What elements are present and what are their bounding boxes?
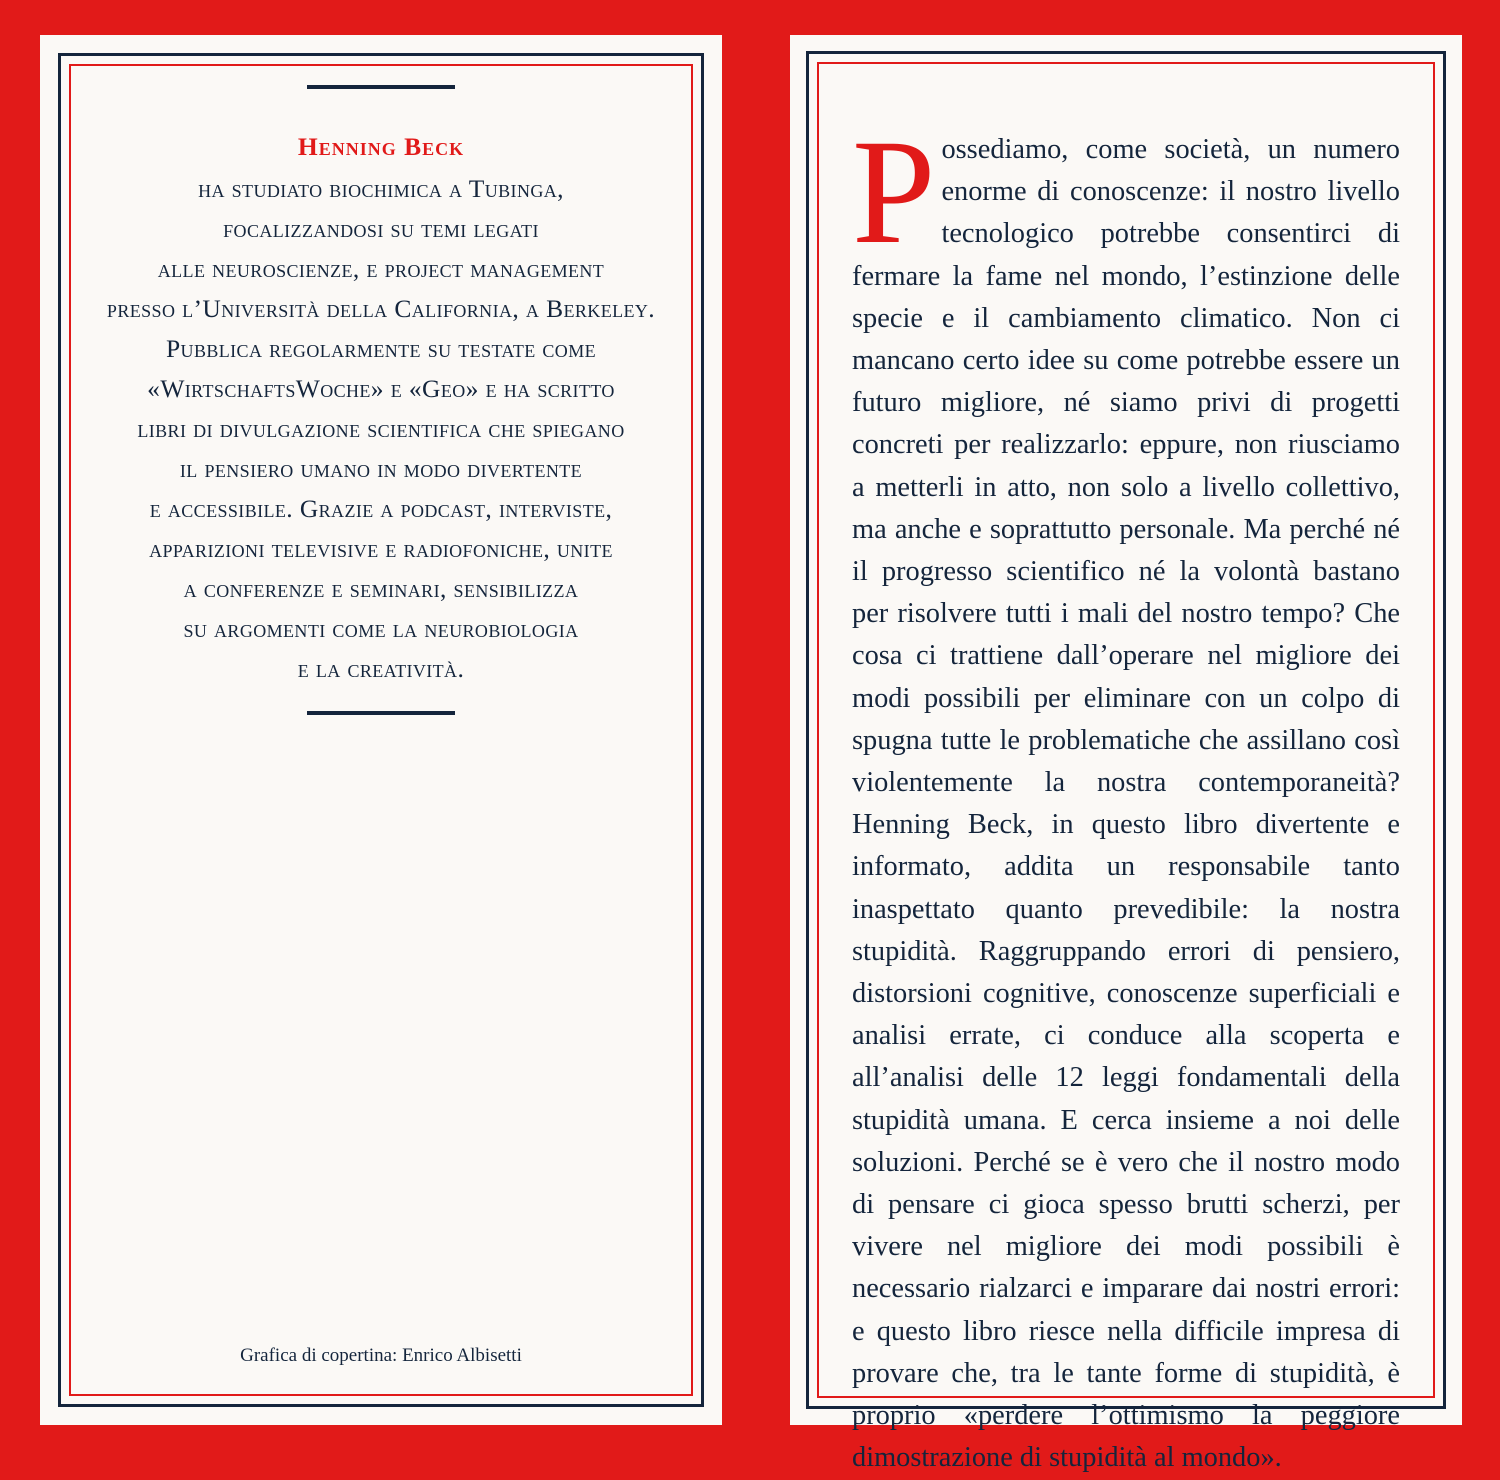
bio-line: il pensiero umano in modo divertente xyxy=(179,454,583,483)
bio-line: «WirtschaftsWoche» e «Geo» e ha scritto xyxy=(147,374,615,403)
author-name: Henning Beck xyxy=(297,132,465,161)
back-cover-blurb: Possediamo, come società, un numero enorme di conoscenze: il nostro livello tecnologico potrebbe consentirci di fermare la fame nel mondo, l’estinzione delle specie e il cambiamento climatico. Non ci mancano certo idee su come potrebbe essere un futuro migliore, né siamo privi di progetti concreti per realizzarlo: eppure, non riusciamo a metterli in atto, non solo a livello collettivo, ma anche e soprattutto personale. Ma perché né il progresso scientifico né la volontà bastano per risolvere tutti i mali del nostro tempo? Che cosa ci trattiene dall’operare nel migliore dei modi possibili per eliminare con un colpo di spugna tutte le problematiche che assillano così violentemente la nostra contemporaneità? Henning Beck, in questo libro divertente e informato, addita un responsabile tanto inaspettato quanto prevedibile: la nostra stupidità. Raggruppando errori di pensiero, distorsioni cognitive, conoscenze superficiali e analisi errate, ci conduce alla scoperta e all’analisi delle 12 leggi fondamentali della stupidità umana. E cerca insieme a noi delle soluzioni. Perché se è vero che il nostro modo di pensare ci gioca spesso brutti scherzi, per vivere nel migliore dei modi possibili è necessario rialzarci e imparare dai nostri errori: e questo libro riesce nella difficile impresa di provare che, tra le tante forme di stupidità, è proprio «perdere l’ottimismo la peggiore dimostrazione di stupidità al mondo». xyxy=(852,109,1400,1474)
bio-line: apparizioni televisive e radiofoniche, unite xyxy=(149,534,613,563)
bio-line: e accessibile. Grazie a podcast, interviste, xyxy=(149,494,613,523)
back-cover-content xyxy=(852,93,1400,1474)
bio-line: focalizzandosi su temi legati xyxy=(223,214,539,243)
author-bio xyxy=(107,127,655,689)
cover-design-credit: Grafica di copertina: Enrico Albisetti xyxy=(240,1345,522,1366)
flap-rule-top xyxy=(307,85,455,89)
back-cover-panel xyxy=(790,35,1462,1474)
bio-line: libri di divulgazione scientifica che spiegano xyxy=(137,414,625,443)
bio-line: a conferenze e seminari, sensibilizza xyxy=(183,574,579,603)
bio-line: ha studiato biochimica a Tubinga, xyxy=(198,174,564,203)
front-flap-panel xyxy=(40,35,722,1425)
bio-line: Pubblica regolarmente su testate come xyxy=(165,334,597,363)
bio-line: presso l’Università della California, a Berkeley. xyxy=(106,294,656,323)
bio-line: e la creatività. xyxy=(297,654,465,683)
bio-line: su argomenti come la neurobiologia xyxy=(183,614,579,643)
flap-rule-bottom xyxy=(307,711,455,715)
flap-content xyxy=(84,85,678,1385)
bio-line: alle neuroscienze, e project management xyxy=(157,254,605,283)
